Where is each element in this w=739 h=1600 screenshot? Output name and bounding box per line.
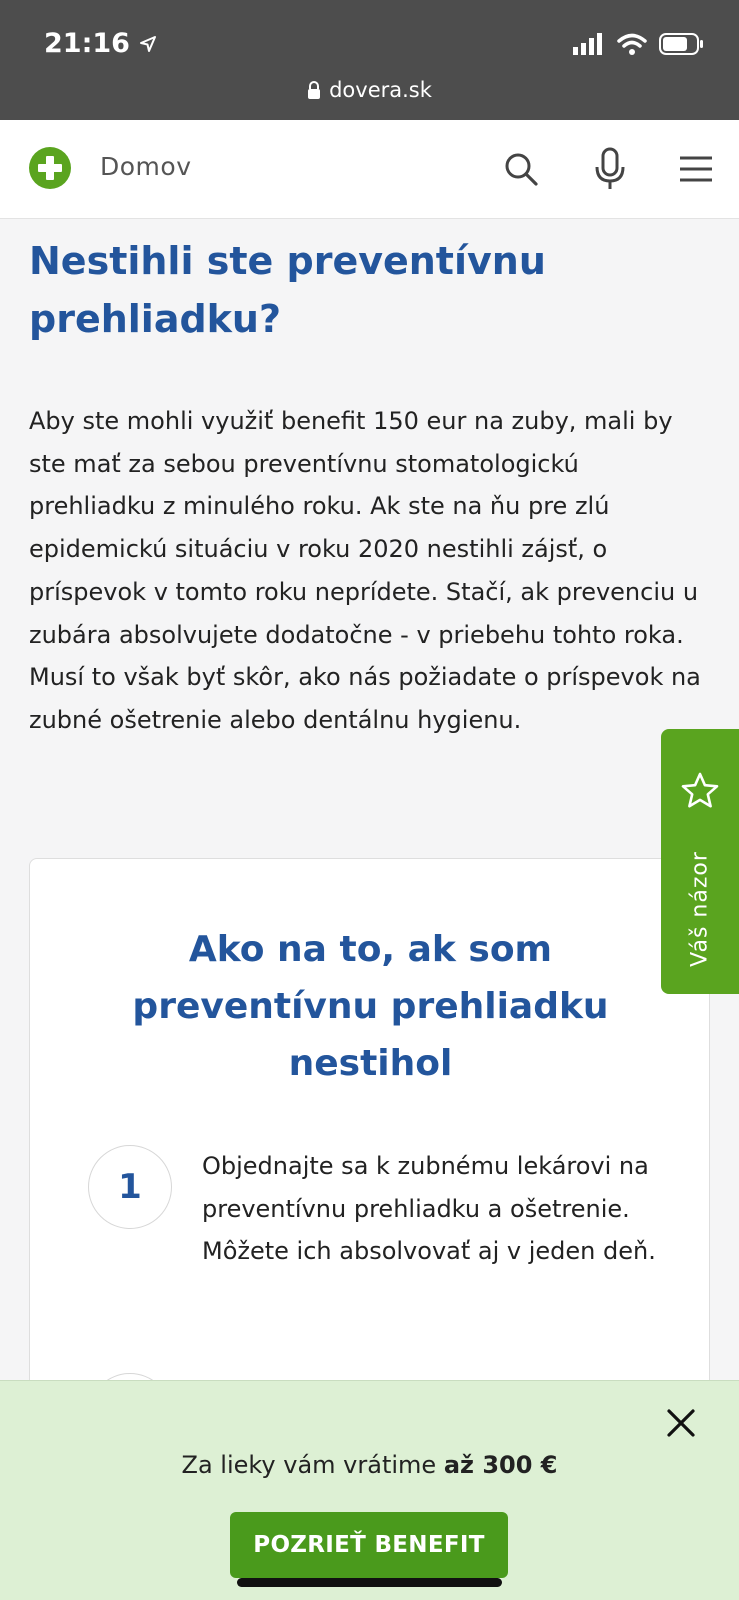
menu-button[interactable] [673,146,719,192]
top-navbar [0,120,739,219]
star-icon [680,771,720,811]
article-heading: Nestihli ste preventívnu prehliadku? [29,239,546,341]
promo-banner [0,1380,739,1600]
close-icon[interactable] [663,1405,699,1441]
card-title: Ako na to, ak som preventívnu prehliadku nestihol [132,929,609,1084]
banner-text-amount: až 300 € [443,1451,558,1479]
step-number-badge: 1 [88,1145,172,1229]
microphone-icon [594,147,626,191]
search-button[interactable] [498,146,544,192]
dovera-logo-icon[interactable] [28,146,72,190]
view-benefit-button[interactable]: POZRIEŤ BENEFIT [230,1512,508,1578]
home-indicator [237,1578,502,1587]
url-text: dovera.sk [329,78,432,102]
feedback-label: Váš názor [687,851,713,967]
battery-icon [659,32,705,56]
wifi-icon [617,33,647,55]
status-icons [573,32,705,56]
feedback-tab[interactable] [661,729,739,994]
address-bar[interactable] [0,78,739,102]
how-to-card [29,858,710,1418]
lock-icon [307,81,321,99]
article-body: Aby ste mohli využiť benefit 150 eur na zuby, mali by ste mať za sebou preventívnu stomatologickú prehliadku z minulého roku. Ak ste na ňu pre zlú epidemickú situáciu v roku 2020 nestihli zájsť, o príspevok v tomto roku neprídete. Stačí, ak prevenciu u zubára absolvujete dodatočne - v priebehu tohto roka. Musí to však byť skôr, ako nás požiadate o príspevok na zubné ošetrenie alebo dentálnu hygienu. [29,407,701,734]
status-bar [0,0,739,120]
hamburger-menu-icon [679,155,713,183]
nav-title[interactable]: Domov [100,152,192,181]
cellular-signal-icon [573,33,605,55]
banner-text [0,1451,739,1479]
banner-text-prefix: Za lieky vám vrátime [181,1451,444,1479]
search-icon [503,151,539,187]
status-time [44,28,158,59]
status-time-label: 21:16 [44,28,130,59]
step-text: Objednajte sa k zubnému lekárovi na preventívnu prehliadku a ošetrenie. Môžete ich absolvovať aj v jeden deň. [202,1152,656,1265]
voice-search-button[interactable] [587,146,633,192]
location-arrow-icon [138,34,158,54]
